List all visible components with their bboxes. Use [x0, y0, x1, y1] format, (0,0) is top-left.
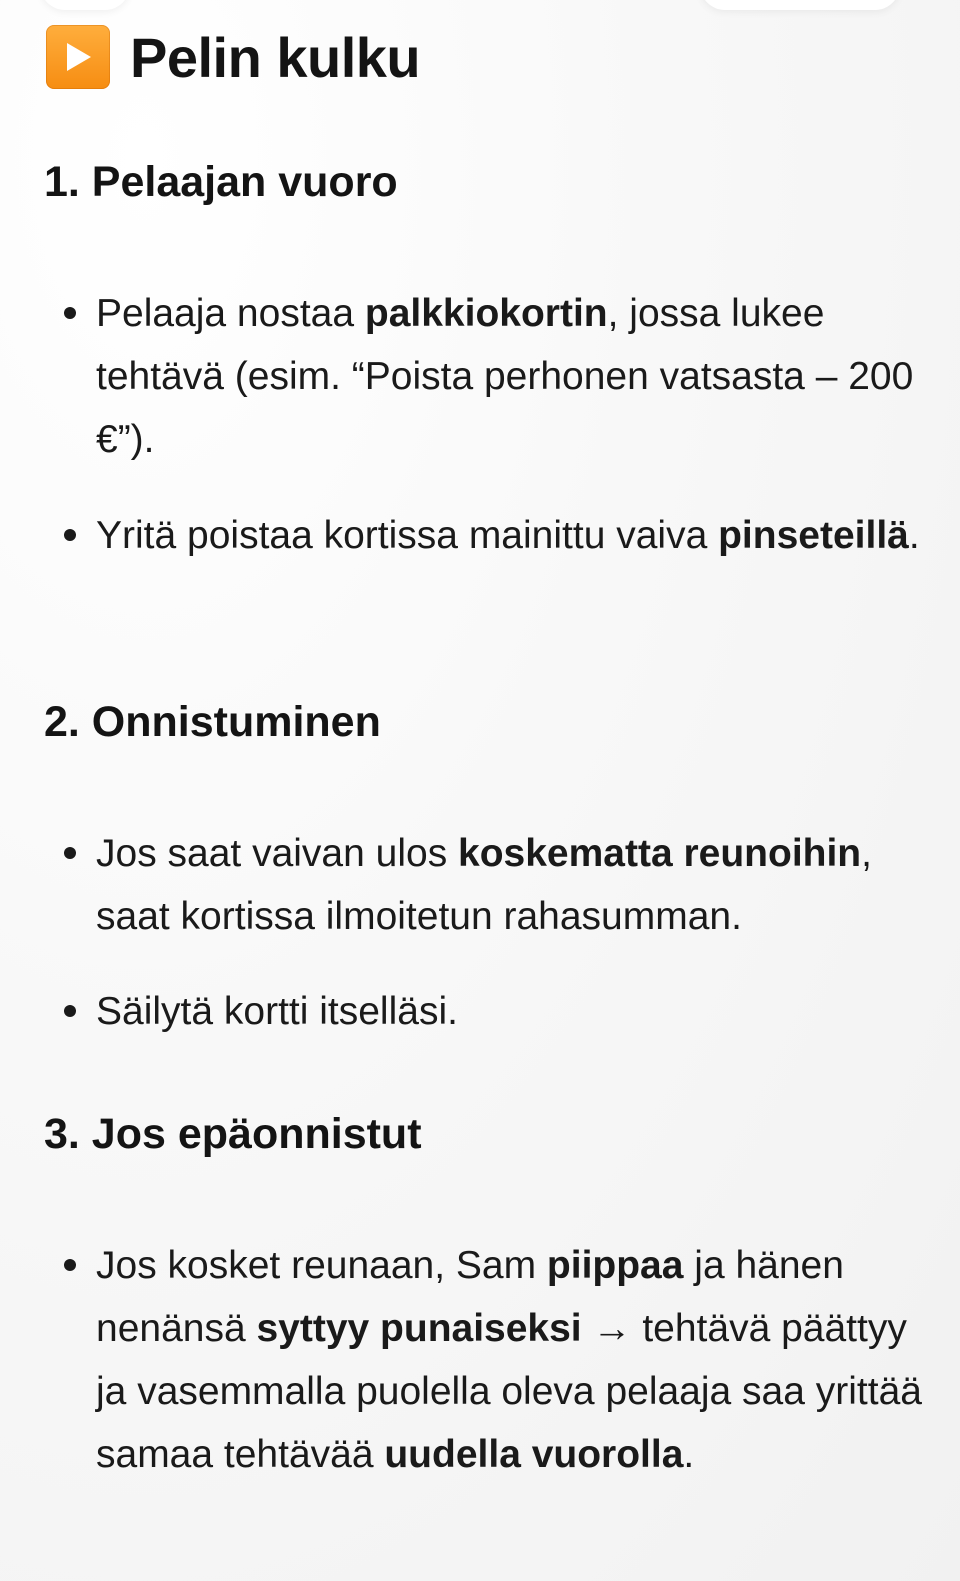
bullet-text: Yritä poistaa kortissa mainittu vaiva pinseteillä. [96, 514, 920, 557]
bullet-dot [64, 1005, 76, 1017]
bullet-dot [64, 847, 76, 859]
play-button-icon [46, 25, 110, 89]
section-heading-success: 2. Onnistuminen [44, 698, 381, 746]
section-heading-player-turn: 1. Pelaajan vuoro [44, 158, 398, 206]
list-item [64, 980, 924, 1043]
bullet-text: Pelaaja nostaa palkkiokortin, jossa lukee tehtävä (esim. “Poista perhonen vatsasta – 200 €”). [96, 292, 914, 461]
section-heading-failure: 3. Jos epäonnistut [44, 1110, 422, 1158]
bullet-dot [64, 307, 76, 319]
bullet-text: Jos saat vaivan ulos koskematta reunoihin, saat kortissa ilmoitetun rahasumman. [96, 832, 872, 938]
bullet-text: Jos kosket reunaan, Sam piippaa ja hänen nenänsä syttyy punaiseksi → tehtävä päättyy ja vasemmalla puolella oleva pelaaja saa yrittää samaa tehtävää uudella vuorolla. [96, 1244, 922, 1476]
bullet-text: Säilytä kortti itselläsi. [96, 990, 458, 1033]
bullet-dot [64, 1259, 76, 1271]
list-item [64, 1234, 924, 1486]
top-right-control[interactable] [700, 0, 900, 10]
list-item [64, 822, 924, 948]
title-row [46, 24, 420, 90]
list-item [64, 504, 924, 567]
page-title: Pelin kulku [130, 25, 421, 89]
bullet-dot [64, 529, 76, 541]
list-item [64, 282, 924, 471]
